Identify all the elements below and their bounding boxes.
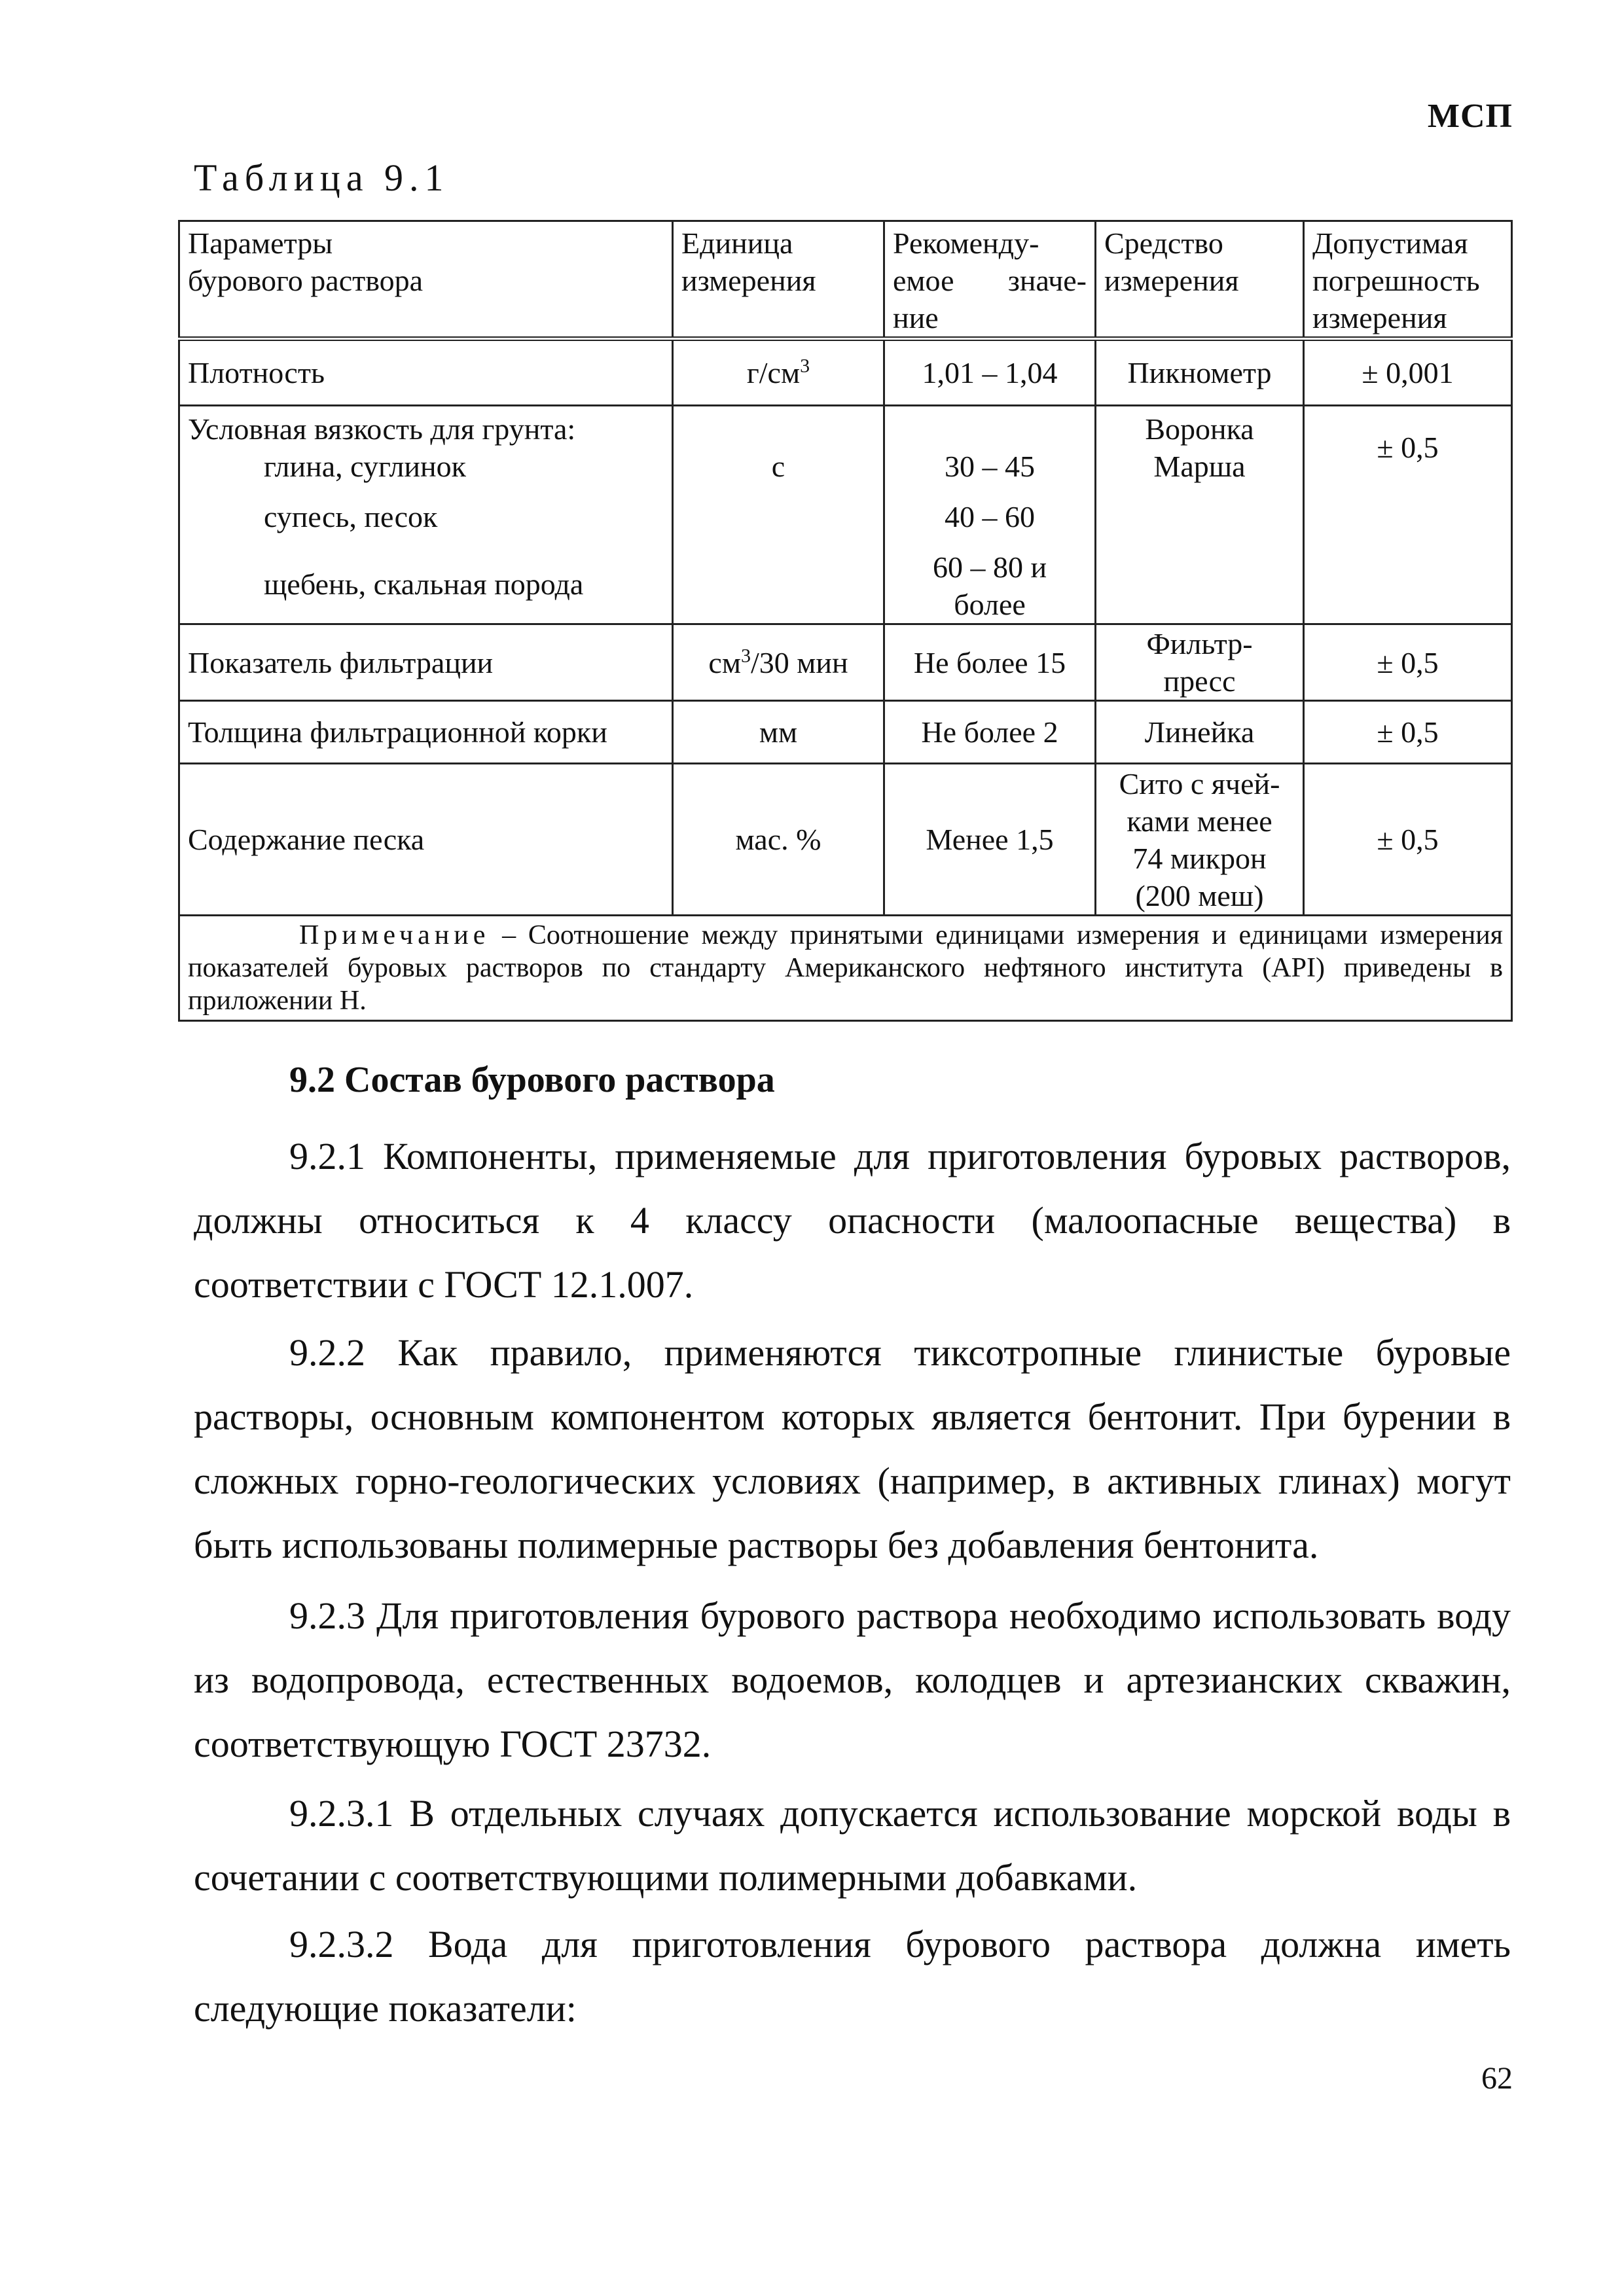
paragraph-9-2-3-1: 9.2.3.1 В отдельных случаях допускается использование морской воды в сочетании с соответствующими полимерными добавками. xyxy=(194,1792,1511,1899)
cell-tool: Пикнометр xyxy=(1096,339,1304,406)
cell-error: ± 0,5 xyxy=(1304,624,1512,701)
parameters-table xyxy=(178,220,1513,1022)
section-title: 9.2 Состав бурового раствора xyxy=(289,1060,775,1100)
document-code: МСП xyxy=(1427,98,1513,135)
cell-unit: с xyxy=(673,406,884,624)
page-number: 62 xyxy=(1481,2061,1513,2096)
cell-error: ± 0,5 xyxy=(1304,764,1512,916)
cell-value: Не более 15 xyxy=(884,624,1096,701)
header-unit: Единица измерения xyxy=(673,221,884,339)
paragraph-9-2-1: 9.2.1 Компоненты, применяемые для приготовления буровых растворов, должны относиться к 4 классу опасности (малоопасные вещества) в соответствии с ГОСТ 12.1.007. xyxy=(194,1135,1511,1306)
table-row-density xyxy=(179,339,1512,406)
header-error: Допустимая погрешность измерения xyxy=(1304,221,1512,339)
table-caption: Таблица 9.1 xyxy=(194,156,450,199)
cell-tool: Воронка Марша xyxy=(1096,406,1304,624)
cell-parameter: Содержание песка xyxy=(179,764,673,916)
cell-value: Менее 1,5 xyxy=(884,764,1096,916)
cell-unit: $см^3/30$ мин xyxy=(673,624,884,701)
cell-tool: Линейка xyxy=(1096,701,1304,764)
cell-unit: мм xyxy=(673,701,884,764)
cell-error: ± 0,5 xyxy=(1304,406,1512,624)
cell-unit: мас. % xyxy=(673,764,884,916)
cell-error: ± 0,5 xyxy=(1304,701,1512,764)
cell-parameter: Плотность xyxy=(179,339,673,406)
paragraph-9-2-3-2: 9.2.3.2 Вода для приготовления бурового раствора должна иметь следующие показатели: xyxy=(194,1923,1511,2030)
cell-tool: Сито с ячей- ками менее 74 микрон (200 меш) xyxy=(1096,764,1304,916)
note-text: – Соотношение между принятыми единицами измерения и единицами измерения показателей буровых растворов по стандарту Американского нефтяного института (API) приведены в приложении Н. xyxy=(188,920,1503,1016)
cell-parameter: Условная вязкость для грунта: глина, суглинок супесь, песок щебень, скальная порода xyxy=(179,406,673,624)
cell-unit: $г/см^3$ xyxy=(673,339,884,406)
note-label: Примечание xyxy=(299,920,490,950)
table-row-viscosity xyxy=(179,406,1512,624)
cell-value: 30 – 45 40 – 60 60 – 80 и более xyxy=(884,406,1096,624)
cell-error: ± 0,001 xyxy=(1304,339,1512,406)
cell-parameter: Толщина фильтрационной корки xyxy=(179,701,673,764)
header-parameter: Параметры бурового раствора xyxy=(179,221,673,339)
cell-value: Не более 2 xyxy=(884,701,1096,764)
table-note xyxy=(179,916,1512,1021)
table-row-sand xyxy=(179,764,1512,916)
paragraph-9-2-2: 9.2.2 Как правило, применяются тиксотропные глинистые буровые растворы, основным компонентом которых является бентонит. При бурении в сложных горно-геологических условиях (например, в активных глинах) могут быть использованы полимерные растворы без добавления бентонита. xyxy=(194,1331,1511,1566)
cell-parameter: Показатель фильтрации xyxy=(179,624,673,701)
header-recommended: Рекоменду- емое значе- ние xyxy=(884,221,1096,339)
paragraph-9-2-3: 9.2.3 Для приготовления бурового раствора необходимо использовать воду из водопровода, естественных водоемов, колодцев и артезианских скважин, соответствующую ГОСТ 23732. xyxy=(194,1594,1511,1765)
table-row-filtration xyxy=(179,624,1512,701)
header-tool: Средство измерения xyxy=(1096,221,1304,339)
table-row-cake xyxy=(179,701,1512,764)
table-header-row xyxy=(179,221,1512,339)
cell-value: 1,01 – 1,04 xyxy=(884,339,1096,406)
cell-tool: Фильтр- пресс xyxy=(1096,624,1304,701)
table-note-row xyxy=(179,916,1512,1021)
